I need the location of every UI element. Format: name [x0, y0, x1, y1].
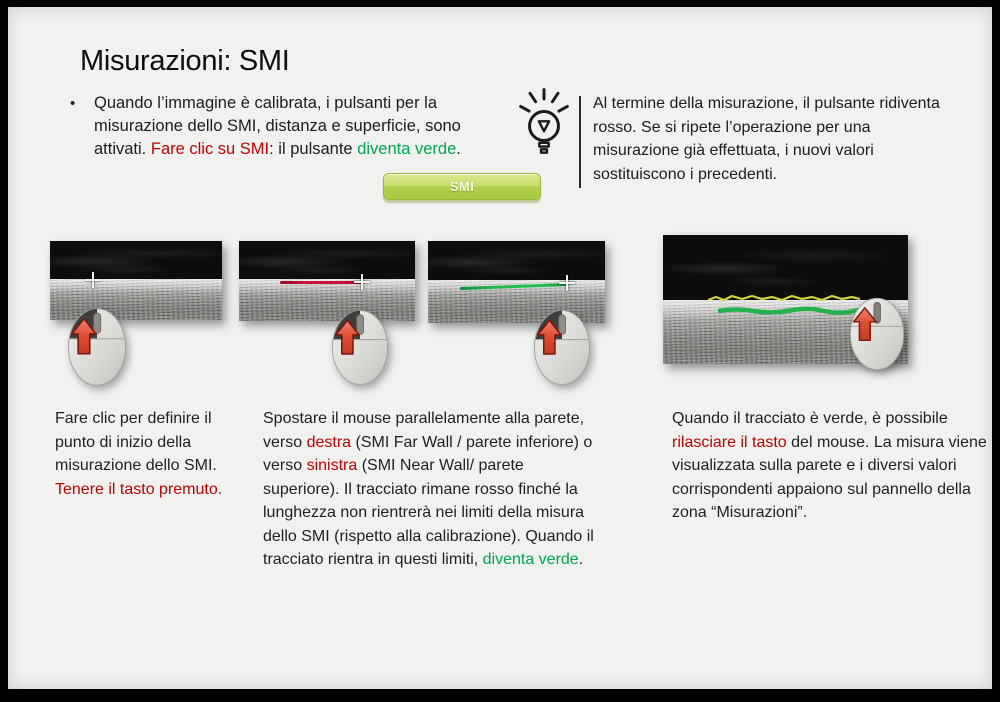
tip-text: Al termine della misurazione, il pulsante ridiventa rosso. Se si ripete l’operazione per una misurazione già effettuata, i nuovi valori sostituiscono i precedenti.: [593, 95, 940, 183]
slide-canvas: [8, 7, 992, 689]
crosshair-icon: [85, 272, 101, 288]
yellow-contour-line: [708, 292, 860, 304]
mouse-release-icon: [849, 297, 905, 371]
lightbulb-icon: [516, 86, 572, 166]
crosshair-icon: [354, 274, 370, 290]
crosshair-icon: [559, 275, 575, 291]
mouse-scroll-wheel: [94, 313, 101, 333]
mouse-left-click-icon: [67, 307, 127, 387]
smi-button-label: SMI: [449, 179, 475, 194]
intro-text: Quando l’immagine è calibrata, i pulsanti per la misurazione dello SMI, distanza e superficie, sono attivati. Fare clic su SMI: il pulsante diventa verde.: [94, 94, 461, 158]
step2-caption: Spostare il mouse parallelamente alla parete, verso destra (SMI Far Wall / parete inferiore) o verso sinistra (SMI Near Wall/ parete superiore). Il tracciato rimane rosso finché la lunghezza non rientrerà nei limiti della misura dello SMI (rispetto alla calibrazione). Quando il tracciato rientra in questi limiti, diventa verde.: [263, 410, 594, 568]
mouse-scroll-wheel: [559, 315, 566, 335]
tip-divider: [579, 96, 581, 188]
mouse-left-click-icon: [533, 309, 591, 386]
bullet-marker: •: [70, 95, 76, 112]
step1-caption: Fare clic per definire il punto di inizio della misurazione dello SMI. Tenere il tasto premuto.: [55, 410, 223, 498]
mouse-scroll-wheel: [357, 315, 364, 335]
green-contour-line: [718, 305, 860, 317]
red-trace-line: [280, 281, 362, 284]
page-title: Misurazioni: SMI: [80, 45, 290, 78]
mouse-left-click-icon: [331, 309, 389, 386]
smi-button[interactable]: [383, 173, 541, 200]
step3-caption: Quando il tracciato è verde, è possibile rilasciare il tasto del mouse. La misura viene visualizzata sulla parete e i diversi valori corrispondenti appaiono sul pannello della zona “Misurazioni”.: [672, 410, 987, 521]
